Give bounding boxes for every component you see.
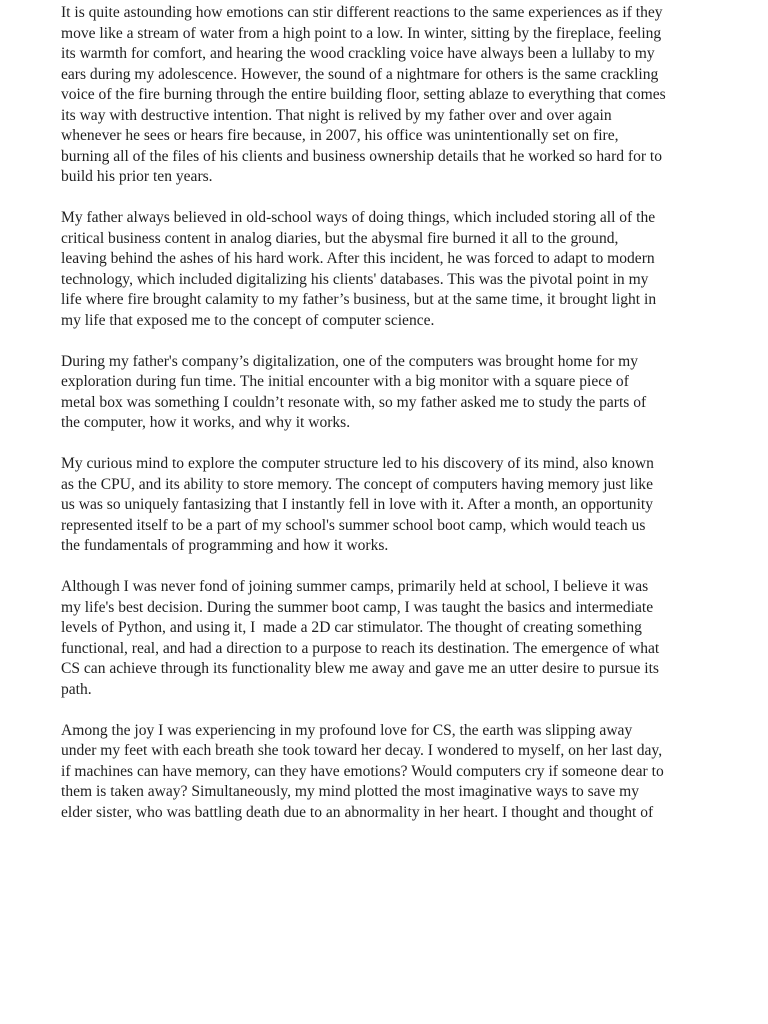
text-line: functional, real, and had a direction to a purpose to reach its destination. The emergence of what xyxy=(61,639,660,657)
essay-text xyxy=(61,3,761,844)
paragraph xyxy=(61,721,761,824)
text-line: path. xyxy=(61,680,92,698)
text-line: leaving behind the ashes of his hard work. After this incident, he was forced to adapt to modern xyxy=(61,250,655,267)
text-line: the fundamentals of programming and how it works. xyxy=(61,537,389,554)
text-line: During my father's company’s digitalization, one of the computers was brought home for my xyxy=(61,352,639,370)
text-line: levels of Python, and using it, I made a 2D car stimulator. The thought of creating something xyxy=(61,619,642,636)
text-line: us was so uniquely fantasizing that I instantly fell in love with it. After a month, an opportunity xyxy=(61,496,653,513)
text-line: voice of the fire burning through the entire building floor, setting ablaze to everything that comes xyxy=(61,86,666,103)
text-line: my life that exposed me to the concept of computer science. xyxy=(61,311,435,329)
text-line: build his prior ten years. xyxy=(61,168,213,185)
text-line: them is taken away? Simultaneously, my mind plotted the most imaginative ways to save my xyxy=(61,783,640,800)
text-line: Although I was never fond of joining summer camps, primarily held at school, I believe it was xyxy=(61,578,649,595)
text-line: burning all of the files of his clients and business ownership details that he worked so hard for to xyxy=(61,147,663,165)
text-line: whenever he sees or hears fire because, in 2007, his office was unintentionally set on fire, xyxy=(61,127,619,144)
text-line: under my feet with each breath she took toward her decay. I wondered to myself, on her last day, xyxy=(61,742,663,759)
text-line: technology, which included digitalizing his clients' databases. This was the pivotal point in my xyxy=(61,270,649,288)
paragraph xyxy=(61,208,761,331)
paragraph xyxy=(61,577,761,700)
text-line: if machines can have memory, can they have emotions? Would computers cry if someone dear to xyxy=(61,762,664,780)
text-line: my life's best decision. During the summer boot camp, I was taught the basics and intermediate xyxy=(61,598,654,616)
text-line: elder sister, who was battling death due to an abnormality in her heart. I thought and thought of xyxy=(61,803,654,821)
text-line: move like a stream of water from a high point to a low. In winter, sitting by the fireplace, feeling xyxy=(61,24,662,42)
text-line: the computer, how it works, and why it works. xyxy=(61,414,351,431)
text-line: ears during my adolescence. However, the sound of a nightmare for others is the same crackling xyxy=(61,65,659,83)
paragraph xyxy=(61,352,761,434)
text-line: My curious mind to explore the computer structure led to his discovery of its mind, also known xyxy=(61,455,654,472)
text-line: It is quite astounding how emotions can stir different reactions to the same experiences as if they xyxy=(61,4,663,21)
text-line: CS can achieve through its functionality blew me away and gave me an utter desire to pursue its xyxy=(61,660,659,677)
text-line: critical business content in analog diaries, but the abysmal fire burned it all to the ground, xyxy=(61,229,619,247)
text-line: its way with destructive intention. That night is relived by my father over and over again xyxy=(61,106,612,124)
text-line: life where fire brought calamity to my father’s business, but at the same time, it brought light in xyxy=(61,291,657,308)
text-line: represented itself to be a part of my school's summer school boot camp, which would teach us xyxy=(61,516,646,534)
text-line: metal box was something I couldn’t resonate with, so my father asked me to study the parts of xyxy=(61,393,647,411)
text-line: My father always believed in old-school ways of doing things, which included storing all of the xyxy=(61,209,656,226)
paragraph xyxy=(61,454,761,557)
paragraph xyxy=(61,3,761,188)
text-line: Among the joy I was experiencing in my profound love for CS, the earth was slipping away xyxy=(61,721,633,739)
text-line: its warmth for comfort, and hearing the wood crackling voice have always been a lullaby to my xyxy=(61,45,655,62)
text-line: exploration during fun time. The initial encounter with a big monitor with a square piece of xyxy=(61,373,629,390)
text-line: as the CPU, and its ability to store memory. The concept of computers having memory just like xyxy=(61,475,653,493)
